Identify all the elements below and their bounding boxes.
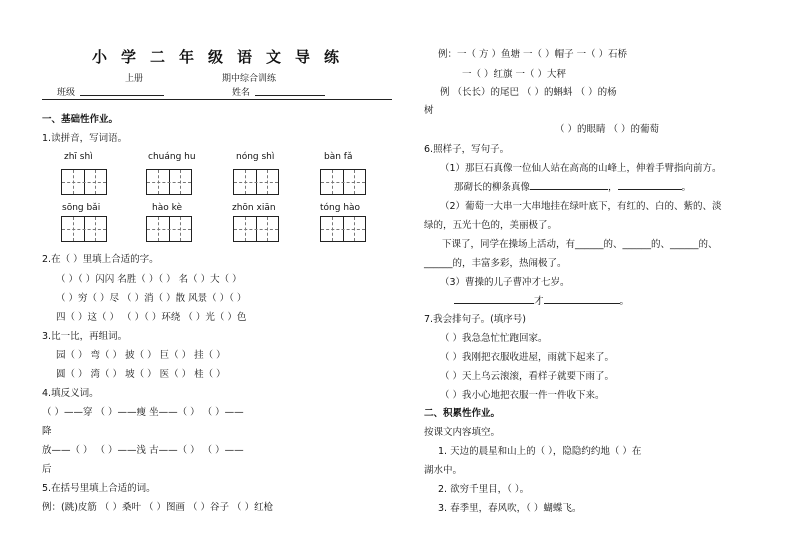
question-4: 4.填反义词。 bbox=[42, 388, 99, 399]
fill-line-3: 3. 春季里，春风吹，（ ）蝴蝶飞。 bbox=[438, 503, 582, 514]
answer-blank[interactable] bbox=[530, 179, 608, 190]
q4-line-4: 后 bbox=[42, 464, 52, 475]
page-title: 小学二年级语文导练 bbox=[92, 48, 354, 66]
q2-line-1: （ ）（ ）闪闪 名胜（ ）（ ） 名（ ）大（ ） bbox=[56, 274, 242, 285]
q6-sentence-3: （3）曹操的儿子曹冲才七岁。 bbox=[440, 277, 570, 288]
q7-item-2: （ ）我刚把衣服收进屋，雨就下起来了。 bbox=[440, 352, 615, 363]
example-line-4: （ ）的眼睛 （ ）的葡萄 bbox=[555, 124, 660, 135]
name-label: 姓名 bbox=[232, 88, 251, 98]
q6-sentence-2c: 下课了，同学在操场上活动，有______的、______的、______的、 bbox=[442, 239, 718, 250]
writing-box[interactable] bbox=[320, 169, 366, 195]
pinyin-1: zhī shì bbox=[64, 152, 93, 162]
q4-line-2: 降 bbox=[42, 426, 52, 437]
question-7: 7.我会排句子。(填序号) bbox=[424, 314, 526, 325]
example-line-3: 例 （长长）的尾巴 （ ）的蝌蚪 （ ）的杨 bbox=[440, 87, 617, 98]
example-line-2: 一（ ）红旗 一（ ）大秤 bbox=[462, 69, 567, 80]
section-1-heading: 一、基础性作业。 bbox=[42, 114, 119, 125]
class-field[interactable] bbox=[80, 85, 164, 96]
pinyin-5: sōng bǎi bbox=[62, 203, 101, 213]
q2-line-2: （ ）穷（ ）尽 （ ）消（ ）散 风景（ ）（ ） bbox=[56, 293, 247, 304]
section-2-heading: 二、积累性作业。 bbox=[424, 408, 501, 419]
q6-sentence-1b: 那砌长的柳条真像 ， 。 bbox=[454, 179, 691, 193]
question-2: 2.在（ ）里填上合适的字。 bbox=[42, 254, 159, 265]
pinyin-3: nóng shì bbox=[236, 152, 275, 162]
fill-line-1: 1. 天边的晨星和山上的（ ），隐隐约约地（ ）在 bbox=[438, 446, 642, 457]
answer-blank[interactable] bbox=[618, 179, 682, 190]
writing-box[interactable] bbox=[146, 169, 192, 195]
writing-box[interactable] bbox=[61, 216, 107, 242]
pinyin-7: zhōn xiān bbox=[232, 203, 276, 213]
q3-line-1: 园（ ） 弯（ ） 披（ ） 巨（ ） 挂（ ） bbox=[56, 350, 226, 361]
q4-line-1: （ ）——穿 （ ）——瘦 坐——（ ） （ ）—— bbox=[42, 407, 244, 418]
pinyin-8: tóng hào bbox=[320, 203, 361, 213]
example-line-1: 例：一（ 方 ）鱼塘 一（ ）帽子 一（ ）石桥 bbox=[438, 49, 628, 60]
fill-line-2: 2. 欲穷千里目，（ ）。 bbox=[438, 484, 530, 495]
q7-item-4: （ ）我小心地把衣服一件一件收下来。 bbox=[440, 390, 605, 401]
volume-label: 上册 bbox=[125, 74, 144, 84]
pinyin-2: chuáng hu bbox=[148, 152, 196, 162]
question-1: 1.读拼音，写词语。 bbox=[42, 133, 128, 144]
writing-box[interactable] bbox=[320, 216, 366, 242]
class-label: 班级 bbox=[57, 88, 76, 98]
pinyin-6: hào kè bbox=[152, 203, 183, 213]
fill-line-1b: 湖水中。 bbox=[424, 465, 463, 476]
question-5: 5.在括号里填上合适的词。 bbox=[42, 483, 156, 494]
writing-box[interactable] bbox=[233, 216, 279, 242]
q6-sentence-2: （2）葡萄一大串一大串地挂在绿叶底下，有红的、白的、紫的、淡 bbox=[440, 201, 722, 212]
subtitle: 期中综合训练 bbox=[222, 74, 277, 84]
example-tree: 树 bbox=[424, 105, 434, 116]
writing-box[interactable] bbox=[146, 216, 192, 242]
q2-line-3: 四（ ）这（ ） （ ）（ ）环绕 （ ）光（ ）色 bbox=[56, 312, 247, 323]
q6-sentence-2b: 绿的，五光十色的，美丽极了。 bbox=[424, 220, 558, 231]
writing-box[interactable] bbox=[61, 169, 107, 195]
q6-sentence-1b-text: 那砌长的柳条真像 bbox=[454, 182, 531, 193]
fill-instruction: 按课文内容填空。 bbox=[424, 427, 501, 438]
question-6: 6.照样子，写句子。 bbox=[424, 144, 510, 155]
header-divider bbox=[42, 99, 392, 100]
q6-sentence-3b: 才 。 bbox=[454, 293, 629, 307]
question-3: 3.比一比，再组词。 bbox=[42, 331, 128, 342]
q7-item-1: （ ）我急急忙忙跑回家。 bbox=[440, 333, 548, 344]
pinyin-4: bàn fǎ bbox=[324, 152, 353, 162]
answer-blank[interactable] bbox=[544, 293, 620, 304]
q5-line: 例：(跳)皮筋 （ ）桑叶 （ ）图画 （ ）谷子 （ ）红枪 bbox=[42, 502, 274, 513]
name-field[interactable] bbox=[255, 85, 325, 96]
q3-line-2: 圆（ ） 湾（ ） 坡（ ） 医（ ） 桂（ ） bbox=[56, 369, 226, 380]
q6-sentence-3b-mid: 才 bbox=[534, 296, 544, 307]
q6-sentence-2d: ______的，丰富多彩，热闹极了。 bbox=[424, 258, 567, 269]
q7-item-3: （ ）天上乌云滚滚，看样子就要下雨了。 bbox=[440, 371, 615, 382]
q6-sentence-1: （1）那巨石真像一位仙人站在高高的山峰上，伸着手臂指向前方。 bbox=[440, 163, 722, 174]
writing-box[interactable] bbox=[233, 169, 279, 195]
q4-line-3: 放——（ ） （ ）——浅 古——（ ） （ ）—— bbox=[42, 445, 244, 456]
answer-blank[interactable] bbox=[454, 293, 534, 304]
